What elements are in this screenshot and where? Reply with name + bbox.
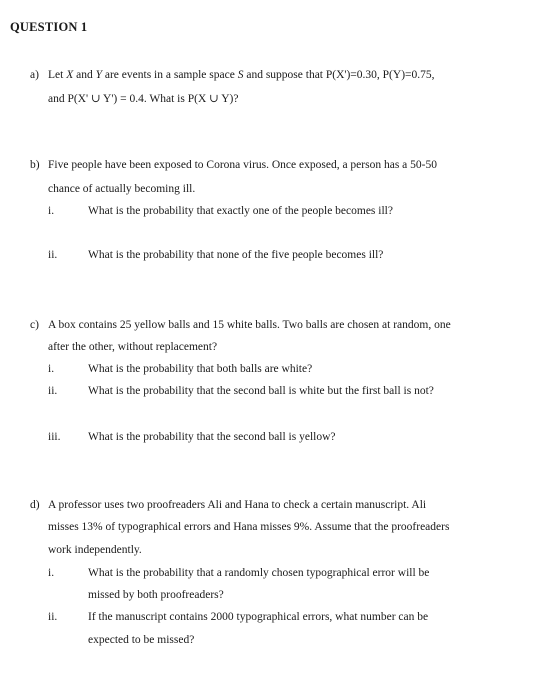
part-d-item-2-text-1: If the manuscript contains 2000 typographical errors, what number can be	[88, 611, 429, 623]
part-d-line-3: work independently.	[48, 544, 142, 556]
part-b-line-1: Five people have been exposed to Corona virus. Once exposed, a person has a 50-50	[48, 159, 437, 171]
part-c-item-3-text: What is the probability that the second ball is yellow?	[88, 431, 336, 443]
part-c-line-1: A box contains 25 yellow balls and 15 white balls. Two balls are chosen at random, one	[48, 319, 451, 331]
part-d-item-2-text-2: expected to be missed?	[88, 634, 195, 646]
part-a-var-s: S	[237, 69, 244, 81]
part-b-item-1-text: What is the probability that exactly one of the people becomes ill?	[88, 205, 393, 217]
part-c-item-1-text: What is the probability that both balls are white?	[88, 363, 313, 375]
part-b-item-2-num: ii.	[48, 249, 58, 261]
part-a-var-y: Y	[95, 69, 102, 81]
part-c-item-2-num: ii.	[48, 385, 58, 397]
part-b-line-2: chance of actually becoming ill.	[48, 183, 196, 195]
part-a-label: a)	[30, 69, 39, 81]
part-d-item-1-text-1: What is the probability that a randomly chosen typographical error will be	[88, 567, 430, 579]
part-a-text: and	[73, 69, 96, 81]
part-a-line-2: and P(X' ∪ Y') = 0.4. What is P(X ∪ Y)?	[48, 93, 239, 105]
part-c-item-1-num: i.	[48, 363, 55, 375]
part-b-item-1-num: i.	[48, 205, 55, 217]
part-d-item-1-num: i.	[48, 567, 55, 579]
part-d-item-2-num: ii.	[48, 611, 58, 623]
part-a-var-x: X	[66, 69, 74, 81]
part-d-label: d)	[30, 499, 40, 511]
part-c-line-2: after the other, without replacement?	[48, 341, 218, 353]
part-a-text: Let	[48, 69, 67, 81]
part-b-item-2-text: What is the probability that none of the five people becomes ill?	[88, 249, 384, 261]
part-b-label: b)	[30, 159, 40, 171]
part-a-line-1	[48, 68, 435, 82]
part-d-item-1-text-2: missed by both proofreaders?	[88, 589, 224, 601]
part-c-label: c)	[30, 319, 39, 331]
part-d-line-2: misses 13% of typographical errors and Hana misses 9%. Assume that the proofreaders	[48, 521, 450, 533]
part-d-line-1: A professor uses two proofreaders Ali and Hana to check a certain manuscript. Ali	[48, 499, 427, 511]
question-title: QUESTION 1	[10, 20, 88, 34]
part-a-text: and suppose that P(X')=0.30, P(Y)=0.75,	[243, 69, 435, 81]
part-a-text: are events in a sample space	[102, 69, 238, 81]
part-c-item-3-num: iii.	[48, 431, 61, 443]
part-c-item-2-text: What is the probability that the second ball is white but the first ball is not?	[88, 385, 434, 397]
